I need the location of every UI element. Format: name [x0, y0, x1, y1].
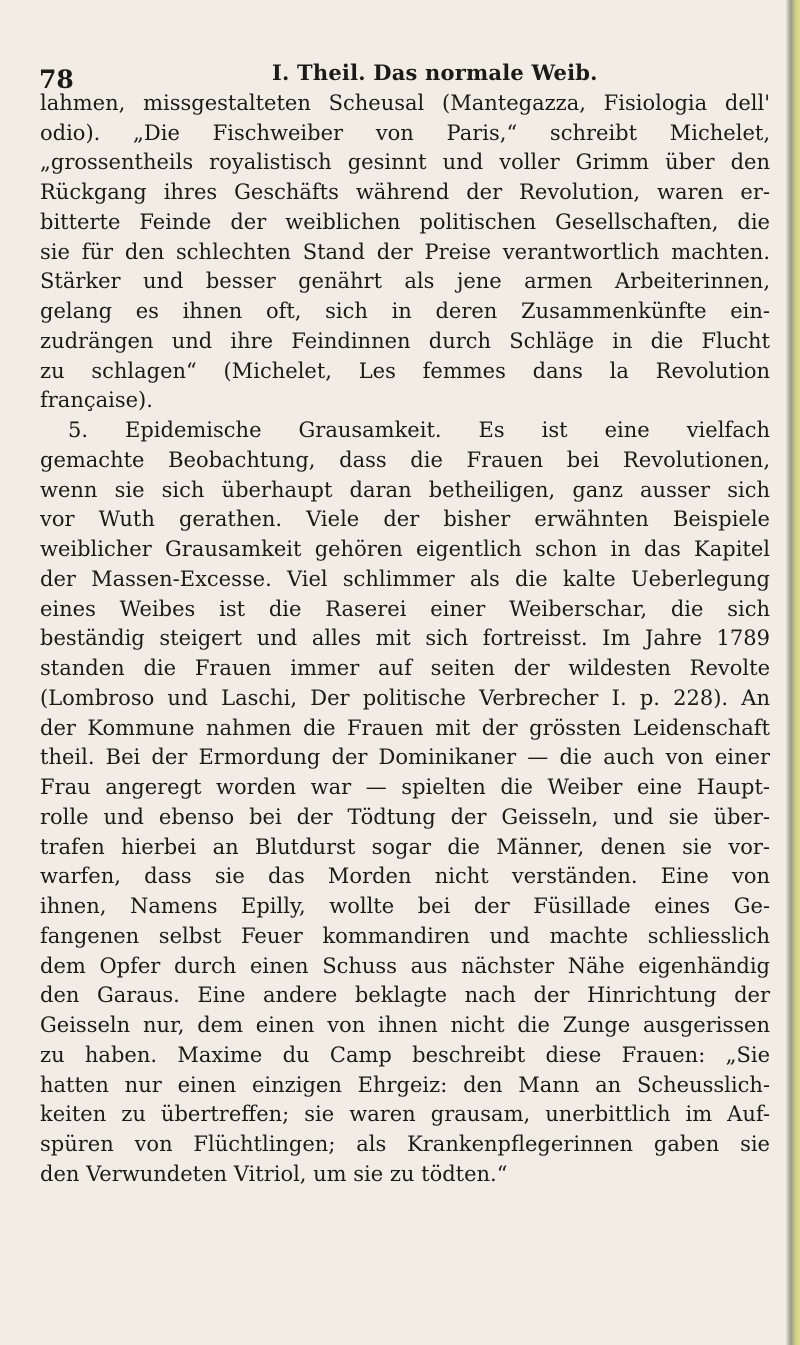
text-line: zudrängen und ihre Feindinnen durch Schläge in die Flucht: [40, 329, 770, 353]
text-line: hatten nur einen einzigen Ehrgeiz: den Mann an Scheusslich-: [40, 1073, 770, 1097]
text-line: vor Wuth gerathen. Viele der bisher erwähnten Beispiele: [40, 507, 770, 531]
text-line: rolle und ebenso bei der Tödtung der Geisseln, und sie über-: [40, 805, 770, 829]
text-line: bitterte Feinde der weiblichen politischen Gesellschaften, die: [40, 210, 770, 234]
text-line: wenn sie sich überhaupt daran betheiligen, ganz ausser sich: [40, 478, 770, 502]
text-line: Geisseln nur, dem einen von ihnen nicht die Zunge ausgerissen: [40, 1013, 770, 1037]
text-line: keiten zu übertreffen; sie waren grausam, unerbittlich im Auf-: [40, 1102, 770, 1126]
text-line: zu schlagen“ (Michelet, Les femmes dans la Revolution: [40, 359, 770, 383]
text-line: sie für den schlechten Stand der Preise verantwortlich machten.: [40, 240, 770, 264]
text-line: den Verwundeten Vitriol, um sie zu tödten.“: [40, 1162, 508, 1186]
text-line: trafen hierbei an Blutdurst sogar die Männer, denen sie vor-: [40, 835, 770, 859]
text-line: „grossentheils royalistisch gesinnt und voller Grimm über den: [40, 150, 770, 174]
text-line: Frau angeregt worden war — spielten die Weiber eine Haupt-: [40, 775, 770, 799]
text-line: fangenen selbst Feuer kommandiren und machte schliesslich: [40, 924, 770, 948]
text-line: gelang es ihnen oft, sich in deren Zusammenkünfte ein-: [40, 299, 770, 323]
text-line: gemachte Beobachtung, dass die Frauen bei Revolutionen,: [40, 448, 770, 472]
text-line: zu haben. Maxime du Camp beschreibt diese Frauen: „Sie: [40, 1043, 770, 1067]
text-line: odio). „Die Fischweiber von Paris,“ schreibt Michelet,: [40, 121, 770, 145]
text-line: weiblicher Grausamkeit gehören eigentlich schon in das Kapitel: [40, 537, 770, 561]
text-line: Stärker und besser genährt als jene armen Arbeiterinnen,: [40, 269, 770, 293]
text-line: der Kommune nahmen die Frauen mit der grössten Leidenschaft: [40, 716, 770, 740]
text-line: ihnen, Namens Epilly, wollte bei der Füsillade eines Ge-: [40, 894, 770, 918]
text-line: dem Opfer durch einen Schuss aus nächster Nähe eigenhändig: [40, 954, 770, 978]
text-line: eines Weibes ist die Raserei einer Weiberschar, die sich: [40, 597, 770, 621]
text-line: beständig steigert und alles mit sich fortreisst. Im Jahre 1789: [40, 626, 770, 650]
text-line: lahmen, missgestalteten Scheusal (Mantegazza, Fisiologia dell': [40, 91, 770, 115]
text-line: theil. Bei der Ermordung der Dominikaner — die auch von einer: [40, 745, 770, 769]
text-line: française).: [40, 388, 153, 412]
text-line: den Garaus. Eine andere beklagte nach der Hinrichtung der: [40, 983, 770, 1007]
text-line: der Massen-Excesse. Viel schlimmer als die kalte Ueberlegung: [40, 567, 770, 591]
text-line: warfen, dass sie das Morden nicht verständen. Eine von: [40, 864, 770, 888]
running-head: I. Theil. Das normale Weib.: [272, 60, 598, 85]
text-line: 5. Epidemische Grausamkeit. Es ist eine vielfach: [68, 418, 770, 442]
text-line: Rückgang ihres Geschäfts während der Revolution, waren er-: [40, 180, 770, 204]
page-number: 78: [39, 65, 74, 94]
page-edge: [786, 0, 800, 1345]
text-line: standen die Frauen immer auf seiten der wildesten Revolte: [40, 656, 770, 680]
text-line: spüren von Flüchtlingen; als Krankenpflegerinnen gaben sie: [40, 1132, 770, 1156]
text-line: (Lombroso und Laschi, Der politische Verbrecher I. p. 228). An: [40, 686, 770, 710]
